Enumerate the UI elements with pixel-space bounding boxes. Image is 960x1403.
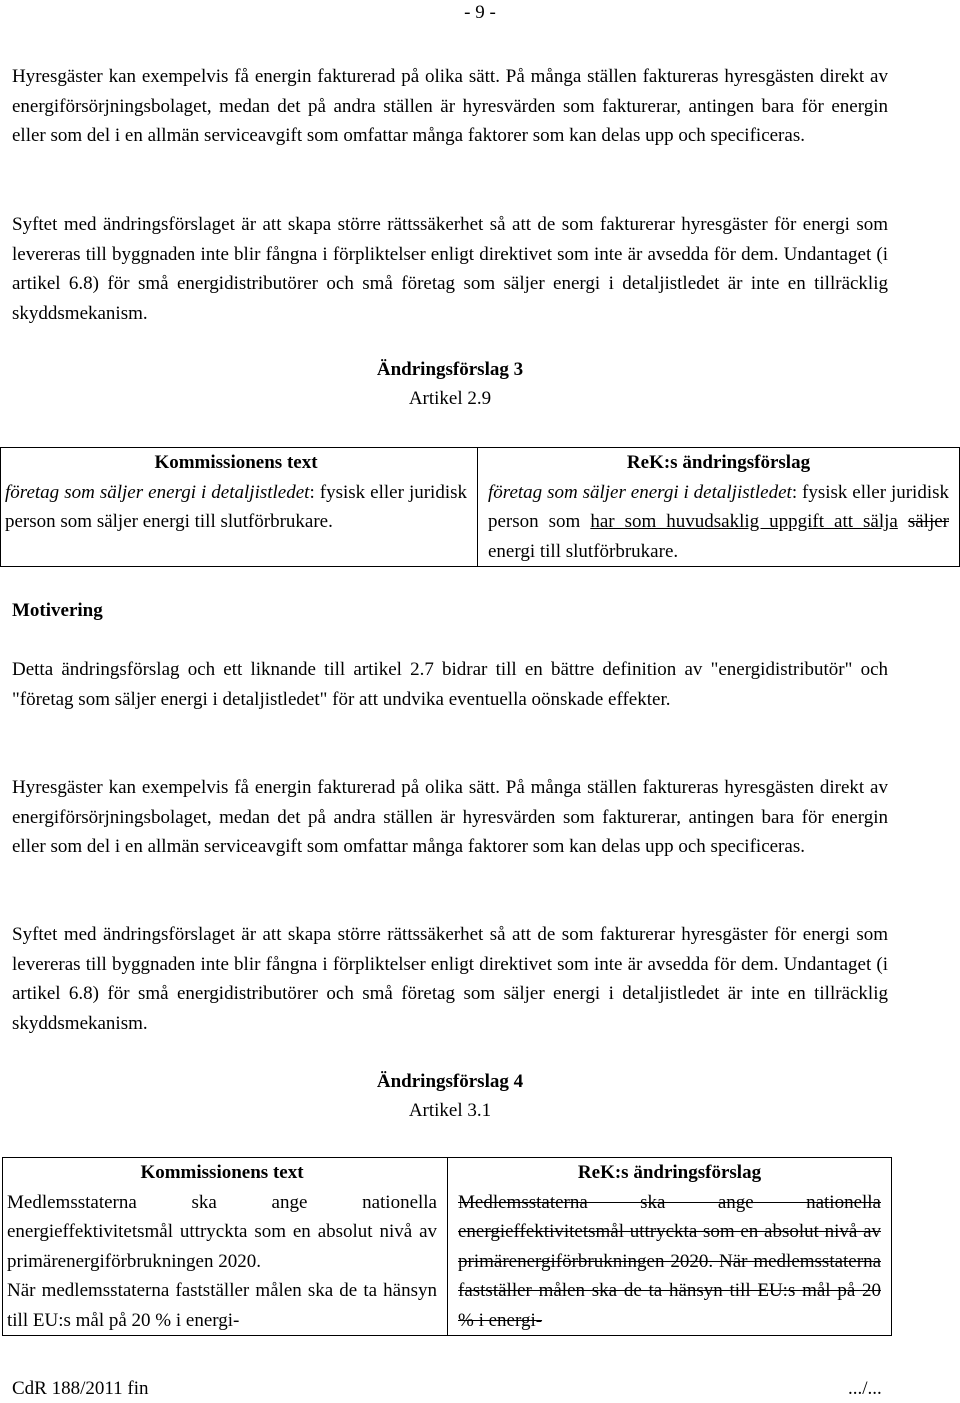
paragraph-text: Detta ändringsförslag och ett liknande till artikel 2.7 bidrar till en bättre definition av "energidistributör" och "företag som säljer energi i detaljistledet" för att undvika eventuella oönskade effekter. <box>12 659 888 710</box>
continued-marker: .../... <box>848 1378 882 1399</box>
intro-paragraph-2 <box>12 210 888 328</box>
article-ref: Artikel 2.9 <box>408 388 492 409</box>
article-ref: Artikel 3.1 <box>408 1100 492 1121</box>
cor-amendment-cell <box>448 1158 891 1335</box>
deleted-text: säljer <box>907 511 949 532</box>
commission-text-cell <box>3 1158 448 1335</box>
term-text: företag som säljer energi i detaljistledet <box>5 481 310 503</box>
motivering-paragraph-3 <box>12 920 888 1038</box>
paragraph-text: Syftet med ändringsförslaget är att skapa större rättssäkerhet så att de som fakturerar hyresgäster för energi som levereras till byggnaden inte blir fångna i förpliktelser enligt direktivet som inte är avsedda för dem. Undantaget (i artikel 6.8) för små energidistributörer och små företag som säljer energi i detaljistledet är inte en tillräcklig skyddsmekanism. <box>12 924 888 1034</box>
commission-header: Kommissionens text <box>140 1162 304 1183</box>
intro-paragraph-1 <box>12 62 888 151</box>
paragraph-text: Hyresgäster kan exempelvis få energin fakturerad på olika sätt. På många ställen faktureras hyresgästen direkt av energiförsörjningsbolaget, medan det på andra ställen är hyresvärden som fakturerar, antingen bara för energin eller som del i en allmän serviceavgift som omfattar många faktorer som kan delas upp och specificeras. <box>12 66 888 147</box>
commission-text-cell <box>1 448 478 566</box>
commission-header: Kommissionens text <box>154 452 318 473</box>
document-reference: CdR 188/2011 fin <box>12 1378 149 1399</box>
motivering-paragraph-1 <box>12 655 888 714</box>
amendment-3-heading <box>0 355 900 413</box>
motivering-section <box>12 596 888 625</box>
inserted-text: har som huvudsaklig uppgift att sälja <box>590 511 898 532</box>
commission-paragraph-2: När medlemsstaterna fastställer målen ska de ta hänsyn till EU:s mål på 20 % i energi- <box>7 1280 437 1331</box>
definition-text-end: energi till slutförbrukare. <box>488 540 679 562</box>
commission-paragraph-1: Medlemsstaterna ska ange nationella energieffektivitetsmål uttryckta som en absolut nivå av primärenergiförbrukningen 2020. <box>7 1191 437 1272</box>
cor-amendment-cell <box>478 448 959 566</box>
cor-header: ReK:s ändringsförslag <box>577 1162 762 1183</box>
amendment-4-heading <box>0 1067 900 1125</box>
paragraph-text: Syftet med ändringsförslaget är att skapa större rättssäkerhet så att de som fakturerar hyresgäster för energi som levereras till byggnaden inte blir fångna i förpliktelser enligt direktivet som inte är avsedda för dem. Undantaget (i artikel 6.8) för små energidistributörer och små företag som säljer energi i detaljistledet är inte en tillräcklig skyddsmekanism. <box>12 214 888 324</box>
amendment-4-table <box>2 1157 892 1336</box>
amendment-title: Ändringsförslag 4 <box>376 1071 524 1092</box>
definition-text: : fysisk eller juridisk person som säljer energi till slutförbrukare. <box>5 481 467 532</box>
motivering-paragraph-2 <box>12 773 888 862</box>
page-number: - 9 - <box>464 2 496 23</box>
deleted-text: Medlemsstaterna ska ange nationella energieffektivitetsmål uttryckta som en absolut nivå av primärenergiförbrukningen 2020. När medlemsstaterna fastställer målen ska de ta hänsyn till EU:s mål på 20 % i energi- <box>458 1191 881 1331</box>
amendment-title: Ändringsförslag 3 <box>376 359 524 380</box>
paragraph-text: Hyresgäster kan exempelvis få energin fakturerad på olika sätt. På många ställen faktureras hyresgästen direkt av energiförsörjningsbolaget, medan det på andra ställen är hyresvärden som fakturerar, antingen bara för energin eller som del i en allmän serviceavgift som omfattar många faktorer som kan delas upp och specificeras. <box>12 777 888 858</box>
term-text: företag som säljer energi i detaljistledet <box>488 481 792 503</box>
amendment-3-table <box>0 447 960 567</box>
cor-header: ReK:s ändringsförslag <box>626 452 811 473</box>
motivering-heading: Motivering <box>12 600 103 621</box>
definition-text: : fysisk eller juridisk person som <box>488 481 949 532</box>
